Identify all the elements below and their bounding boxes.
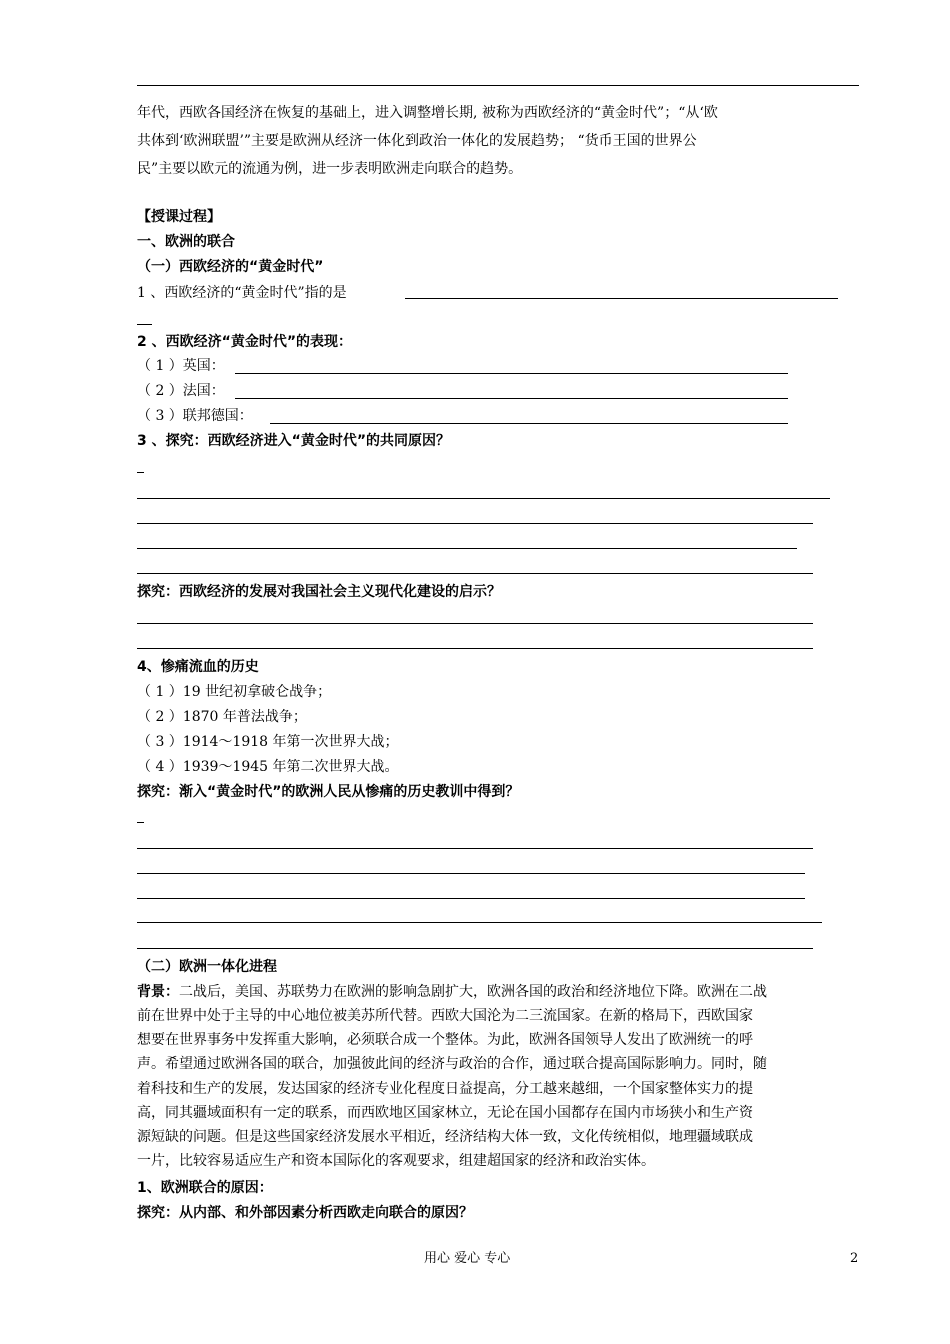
country-france: （ 2 ）法国： [137,383,225,399]
background-line: 源短缺的问题。但是这些国家经济发展水平相近，经济结构大体一致，文化传统相似，地理疆域联成 [137,1129,753,1145]
part1-heading: 一、欧洲的联合 [137,234,235,250]
background-line: 前在世界中处于主导的中心地位被美苏所代替。西欧大国沦为二三流国家。在新的格局下，西欧国家 [137,1008,753,1024]
q1-text: 1 、西欧经济的“黄金时代”指的是 [137,285,347,301]
country-uk: （ 1 ）英国： [137,358,225,374]
france-answer-line[interactable] [235,398,788,399]
q1-answer-line[interactable] [405,298,838,299]
q3-answer-line-1[interactable] [137,498,830,499]
uk-answer-line[interactable] [235,373,788,374]
explore-lesson-heading: 探究：渐入“黄金时代”的欧洲人民从惨痛的历史教训中得到？ [137,784,520,800]
war-item: （ 4 ）1939～1945 年第二次世界大战。 [137,759,399,775]
lesson-answer-mark[interactable] [137,822,144,823]
china-answer-line-2[interactable] [137,648,813,649]
lesson-answer-line-3[interactable] [137,898,805,899]
header-rule [137,85,859,86]
intro-line-3: 民”主要以欧元的流通为例，进一步表明欧洲走向联合的趋势。 [137,161,523,177]
sub1-heading: （一）西欧经济的“黄金时代” [137,259,324,275]
sub2-heading: （二）欧洲一体化进程 [137,959,277,975]
lesson-answer-line-5[interactable] [137,948,813,949]
q3-answer-line-3[interactable] [137,548,797,549]
footer-motto: 用心 爱心 专心 [424,1251,511,1266]
background-line: 声。希望通过欧洲各国的联合，加强彼此间的经济与政治的合作，通过联合提高国际影响力。同时，随 [137,1056,767,1072]
lesson-answer-line-1[interactable] [137,848,813,849]
explore-reasons-heading: 探究：从内部、和外部因素分析西欧走向联合的原因？ [137,1205,473,1221]
background-label: 背景： [137,984,179,1000]
q4-heading: 4、惨痛流血的历史 [137,659,259,675]
explore-china-heading: 探究：西欧经济的发展对我国社会主义现代化建设的启示？ [137,584,501,600]
background-line: 一片，比较容易适应生产和资本国际化的客观要求，组建超国家的经济和政治实体。 [137,1153,655,1169]
intro-line-2: 共体到‘欧洲联盟’”主要是欧洲从经济一体化到政治一体化的发展趋势； “货币王国的世界公 [137,133,697,149]
background-line-1: 背景：二战后，美国、苏联势力在欧洲的影响急剧扩大，欧洲各国的政治和经济地位下降。欧洲在二战 [137,984,767,1000]
q3-answer-line-2[interactable] [137,523,813,524]
germany-answer-line[interactable] [270,423,788,424]
page-number: 2 [850,1251,859,1266]
country-germany: （ 3 ）联邦德国： [137,408,253,424]
q2-heading: 2 、西欧经济“黄金时代”的表现： [137,334,353,350]
lesson-answer-line-4[interactable] [137,922,822,923]
background-line: 高，同其疆域面积有一定的联系，而西欧地区国家林立，无论在国小国都存在国内市场狭小和生产资 [137,1105,753,1121]
china-answer-line-1[interactable] [137,623,813,624]
background-line: 想要在世界事务中发挥重大影响，必须联合成一个整体。为此，欧洲各国领导人发出了欧洲统一的呼 [137,1032,753,1048]
q1-answer-continuation[interactable] [137,324,152,325]
q3-heading: 3 、探究：西欧经济进入“黄金时代”的共同原因？ [137,433,451,449]
section-heading: 【授课过程】 [137,209,221,225]
lesson-answer-line-2[interactable] [137,873,805,874]
war-item: （ 3 ）1914～1918 年第一次世界大战； [137,734,399,750]
q3-answer-line-4[interactable] [137,573,813,574]
q3-answer-mark[interactable] [137,472,144,473]
war-item: （ 2 ）1870 年普法战争； [137,709,307,725]
reasons-heading: 1、欧洲联合的原因： [137,1180,273,1196]
intro-line-1: 年代，西欧各国经济在恢复的基础上，进入调整增长期, 被称为西欧经济的“黄金时代”；“从‘欧 [137,105,718,121]
background-line: 着科技和生产的发展，发达国家的经济专业化程度日益提高，分工越来越细，一个国家整体实力的提 [137,1081,753,1097]
war-item: （ 1 ）19 世纪初拿破仑战争； [137,684,332,700]
